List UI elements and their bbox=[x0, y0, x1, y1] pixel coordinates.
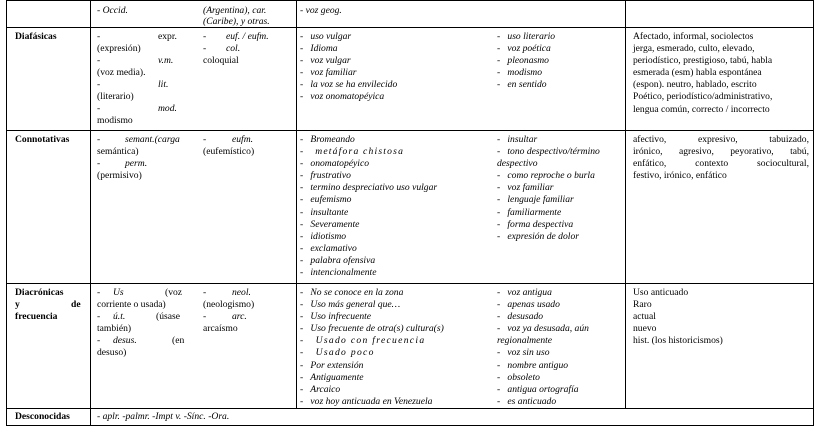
connotativas-c2-abbr-perm: perm. bbox=[125, 158, 148, 169]
text-line: Afectado, informal, sociolectos bbox=[633, 31, 754, 42]
list-item: - familiarmente bbox=[497, 206, 562, 218]
diafasicas-c4-left bbox=[300, 31, 397, 104]
list-item: - expresión de dolor bbox=[497, 230, 579, 242]
diacronicas-c4-left bbox=[300, 287, 444, 408]
list-item: - Usado con frecuencia bbox=[300, 335, 426, 347]
list-item: - frustrativo bbox=[300, 170, 351, 182]
diafasicas-c3-col-full: coloquial bbox=[203, 55, 239, 66]
diafasicas-c3-abbr-euf: euf. / eufm. bbox=[226, 31, 269, 42]
list-item: - Uso más general que… bbox=[300, 299, 401, 311]
row-label-connotativas: Connotativas bbox=[15, 134, 70, 145]
diafasicas-c2-abbr-expr: expr. bbox=[158, 31, 177, 42]
diafasicas-c2-lit-full: (literario) bbox=[97, 91, 134, 102]
list-item: - exclamativo bbox=[300, 242, 357, 254]
connotativas-c2-dash-2: - bbox=[97, 158, 101, 169]
list-item: - Por extensión bbox=[300, 359, 364, 371]
list-item: - la voz se ha envilecido bbox=[300, 79, 398, 91]
connotativas-c2-dash: - bbox=[97, 134, 101, 145]
list-item: - lenguaje familiar bbox=[497, 194, 574, 206]
list-item: - voz hoy anticuada en Venezuela bbox=[300, 395, 433, 407]
list-item: - Usado poco bbox=[300, 347, 375, 359]
diacronicas-c2-dash-3: - bbox=[97, 335, 101, 346]
list-item: - en sentido bbox=[497, 79, 547, 91]
row-label-diacronicas: Diacrónicas bbox=[15, 287, 64, 298]
text-line: periodístico, prestigioso, tabú, habla bbox=[633, 55, 773, 67]
list-item: regionalmente bbox=[497, 335, 553, 347]
list-item: - voz sin uso bbox=[497, 347, 550, 359]
col-border-0 bbox=[6, 0, 7, 426]
list-item: - intencionalmente bbox=[300, 267, 377, 279]
list-item: - apenas usado bbox=[497, 299, 560, 311]
list-item: - Bromeando bbox=[300, 134, 355, 145]
list-item: - palabra ofensiva bbox=[300, 254, 376, 266]
list-item: - voz vulgar bbox=[300, 55, 351, 67]
diacronicas-c3-dash: - bbox=[203, 287, 207, 298]
list-item: - insultante bbox=[300, 206, 349, 218]
col-border-2 bbox=[296, 0, 297, 408]
diafasicas-c2-mod-full: modismo bbox=[97, 115, 133, 126]
row-label-diafasicas: Diafásicas bbox=[15, 31, 57, 42]
text-line: hist. (los historicismos) bbox=[633, 335, 723, 347]
connotativas-c4-right bbox=[497, 134, 619, 243]
diafasicas-c5 bbox=[633, 31, 809, 116]
list-item: - voz ya desusada, aún bbox=[497, 323, 589, 335]
row-label-de: de bbox=[71, 299, 81, 310]
text-line: Uso anticuado bbox=[633, 287, 689, 298]
diacronicas-c2-abbr-ut: ú.t. bbox=[113, 311, 126, 322]
row-border-1 bbox=[6, 27, 814, 28]
diacronicas-c3-abbr-neol: neol. bbox=[232, 287, 251, 298]
list-item: - voz onomatopéyica bbox=[300, 91, 385, 103]
diafasicas-c2-dash-2: - bbox=[97, 55, 101, 66]
list-item: - Severamente bbox=[300, 218, 360, 230]
connotativas-c4-left bbox=[300, 134, 437, 279]
text-line: jerga, esmerado, culto, elevado, bbox=[633, 43, 755, 55]
diafasicas-c2-dash-3: - bbox=[97, 79, 101, 90]
list-item: - es anticuado bbox=[497, 395, 557, 407]
diacronicas-c3-arc-full: arcaísmo bbox=[203, 323, 238, 334]
connotativas-c3-dash: - bbox=[203, 134, 207, 145]
diacronicas-c2-desus-full: desuso) bbox=[97, 347, 127, 358]
text-line: festivo, irónico, enfático bbox=[633, 170, 727, 182]
list-item: - Idioma bbox=[300, 43, 338, 55]
diafasicas-c2-expr-full: (expresión) bbox=[97, 43, 141, 54]
list-item: - Antiguamente bbox=[300, 371, 364, 383]
row-border-2 bbox=[6, 130, 814, 131]
list-item: - antigua ortografía bbox=[497, 383, 579, 395]
list-item: - pleonasmo bbox=[497, 55, 549, 67]
diacronicas-c2-dash-2: - bbox=[97, 311, 101, 322]
row-label-frecuencia: frecuencia bbox=[15, 311, 58, 322]
list-item: despectivo bbox=[497, 158, 538, 170]
list-item: - termino despreciativo uso vulgar bbox=[300, 182, 438, 194]
diacronicas-c2-ut-full: también) bbox=[97, 323, 132, 334]
diacronicas-c2-abbr-us: Us bbox=[113, 287, 124, 298]
diacronicas-c3-abbr-arc: arc. bbox=[232, 311, 247, 322]
top-cell-3-line-2: (Caribe), y otras. bbox=[203, 16, 270, 27]
text-line: lengua común, correcto / incorrecto bbox=[633, 103, 770, 115]
top-cell-3-line-1: (Argentina), car. bbox=[203, 5, 267, 16]
list-item: - voz poética bbox=[497, 43, 551, 55]
list-item: - idiotismo bbox=[300, 230, 347, 242]
list-item: - obsoleto bbox=[497, 371, 540, 383]
row-label-desconocidas: Desconocidas bbox=[15, 411, 70, 422]
list-item: - onomatopéyico bbox=[300, 158, 370, 170]
connotativas-c2-semant-full: semántica) bbox=[97, 146, 139, 157]
col-border-1 bbox=[90, 0, 91, 426]
diacronicas-c2-desus-paren: (en bbox=[172, 335, 185, 346]
connotativas-c2-abbr-semant: semant.(carga bbox=[125, 134, 180, 145]
diafasicas-c3-dash-2: - bbox=[203, 43, 207, 54]
desconocidas-c2: - aplr. -palmr. -Impt v. -Sínc. -Ora. bbox=[97, 411, 230, 422]
table-top-border bbox=[6, 0, 814, 1]
list-item: - tono despectivo/término bbox=[497, 146, 600, 158]
diafasicas-c2-abbr-mod: mod. bbox=[158, 103, 177, 114]
connotativas-c3-abbr-eufm: eufm. bbox=[232, 134, 254, 145]
text-line: (espon). neutro, hablado, escrito bbox=[633, 79, 757, 91]
text-line: esmerada (esm) habla espontánea bbox=[633, 67, 762, 79]
list-item: - desusado bbox=[497, 311, 544, 323]
list-item: - metáfora chistosa bbox=[300, 146, 405, 158]
diacronicas-c2-us-paren: (voz bbox=[165, 287, 183, 298]
list-item: - voz familiar bbox=[300, 67, 357, 79]
connotativas-c3-eufm-full: (eufemístico) bbox=[203, 146, 255, 157]
diacronicas-c5 bbox=[633, 287, 723, 347]
diafasicas-c3-abbr-col: col. bbox=[226, 43, 241, 54]
diafasicas-c2-abbr-lit: lit. bbox=[158, 79, 169, 90]
list-item: - forma despectiva bbox=[497, 218, 574, 230]
top-cell-4: - voz geog. bbox=[300, 5, 342, 16]
text-line: Poético, periodístico/administrativo, bbox=[633, 91, 773, 103]
list-item: - insultar bbox=[497, 134, 538, 145]
diafasicas-c3-dash: - bbox=[203, 31, 207, 42]
text-line: enfático, contexto sociocultural, bbox=[633, 158, 809, 170]
list-item: - como reproche o burla bbox=[497, 170, 595, 182]
diafasicas-c2-abbr-vm: v.m. bbox=[158, 55, 174, 66]
text-line: nuevo bbox=[633, 323, 657, 335]
diacronicas-c3-neol-full: (neologismo) bbox=[203, 299, 255, 310]
list-item: - uso vulgar bbox=[300, 31, 352, 42]
list-item: - nombre antiguo bbox=[497, 359, 569, 371]
text-line: Raro bbox=[633, 299, 652, 311]
row-border-3 bbox=[6, 283, 814, 284]
diacronicas-c3-dash-2: - bbox=[203, 311, 207, 322]
list-item: - uso literario bbox=[497, 31, 556, 42]
text-line: irónico, agresivo, peyorativo, tabú, bbox=[633, 146, 809, 158]
diafasicas-c2-dash: - bbox=[97, 31, 101, 42]
list-item: - eufemismo bbox=[300, 194, 352, 206]
col-border-3 bbox=[625, 0, 626, 408]
connotativas-c5 bbox=[633, 134, 809, 182]
text-line: actual bbox=[633, 311, 656, 323]
list-item: - Arcaico bbox=[300, 383, 341, 395]
connotativas-c2-perm-full: (permisivo) bbox=[97, 170, 142, 181]
list-item: - No se conoce en la zona bbox=[300, 287, 404, 298]
diacronicas-c2-dash: - bbox=[97, 287, 101, 298]
top-cell-2: - Occid. bbox=[97, 5, 128, 16]
diafasicas-c2-vm-full: (voz media). bbox=[97, 67, 146, 78]
diacronicas-c2-us-full: corriente o usada) bbox=[97, 299, 166, 310]
row-label-y: y bbox=[15, 299, 20, 310]
diacronicas-c2-ut-paren: (úsase bbox=[156, 311, 180, 322]
diafasicas-c2-dash-4: - bbox=[97, 103, 101, 114]
diacronicas-c4-right bbox=[497, 287, 589, 408]
diafasicas-c4-right bbox=[497, 31, 555, 91]
list-item: - voz familiar bbox=[497, 182, 554, 194]
list-item: - voz antigua bbox=[497, 287, 552, 298]
list-item: - modismo bbox=[497, 67, 543, 79]
text-line: afectivo, expresivo, tabuizado, bbox=[633, 134, 809, 145]
row-border-4 bbox=[6, 408, 814, 409]
list-item: - Uso frecuente de otra(s) cultura(s) bbox=[300, 323, 444, 335]
list-item: - Uso infrecuente bbox=[300, 311, 372, 323]
diacronicas-c2-abbr-desus: desus. bbox=[113, 335, 137, 346]
